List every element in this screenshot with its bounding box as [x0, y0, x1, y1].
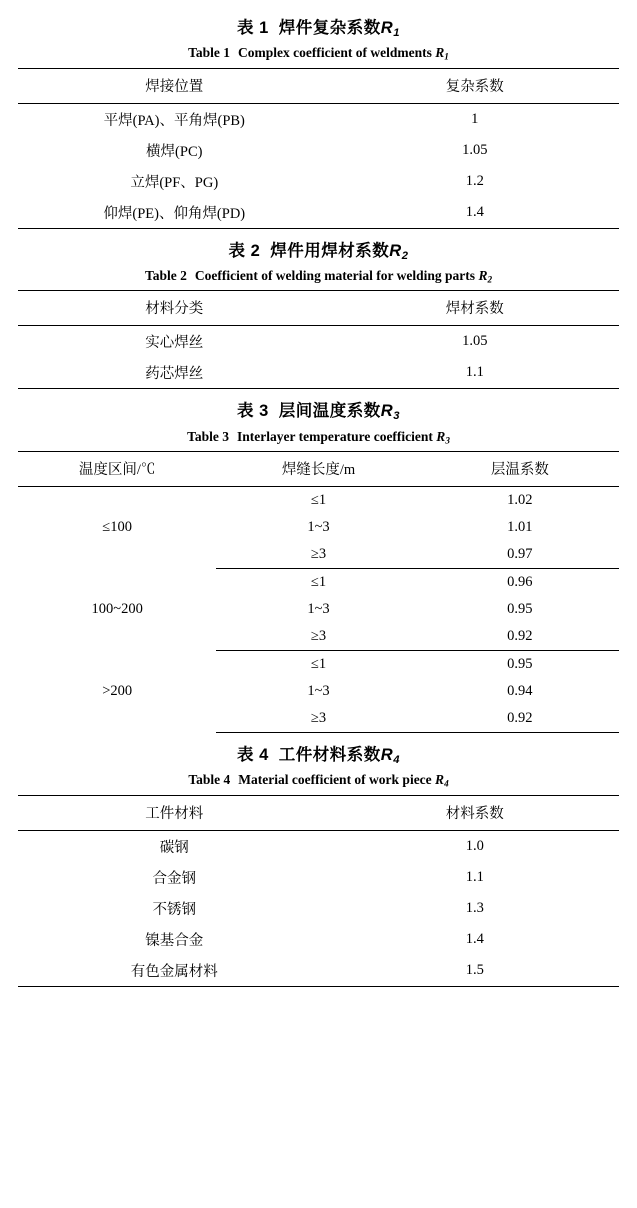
cell-coefficient: 0.94 [507, 683, 533, 700]
table-caption-cn-text-2: 焊件用焊材系数 [270, 241, 390, 260]
cell-material: 镍基合金 [145, 932, 204, 949]
table-caption-en-symbol-1: R [435, 45, 445, 61]
table-block-2 [18, 237, 619, 390]
table-caption-en-text-2: Coefficient of welding material for welding parts [194, 267, 476, 283]
table-caption-en-3 [18, 429, 619, 446]
cell-coefficient: 1.01 [507, 519, 533, 536]
column-header: 焊缝长度/m [216, 452, 420, 487]
table-row [18, 651, 619, 679]
cell-material: 不锈钢 [152, 901, 196, 918]
cell-coefficient: 1.05 [462, 333, 488, 350]
cell-coefficient: 1.0 [465, 837, 484, 854]
table-caption-en-number-1: Table 1 [188, 45, 231, 61]
cell-weld-length: 1~3 [307, 601, 330, 618]
cell-temperature-range: >200 [102, 683, 133, 700]
table-row [18, 830, 619, 862]
column-header: 温度区间/℃ [18, 452, 216, 487]
cell-material: 药芯焊丝 [18, 357, 331, 389]
table-row [18, 569, 619, 597]
table-caption-cn-3 [18, 397, 619, 422]
table-caption-cn-subscript-2: 2 [401, 249, 409, 262]
cell-material: 碳钢 [159, 839, 189, 856]
table-caption-en-subscript-4: 4 [444, 778, 449, 789]
table-caption-en-subscript-1: 1 [444, 51, 449, 62]
table-caption-en-symbol-4: R [435, 772, 445, 788]
table-caption-en-subscript-2: 2 [487, 274, 493, 285]
table-block-4 [18, 741, 619, 987]
table-caption-cn-subscript-3: 3 [393, 410, 400, 423]
table-caption-en-1 [18, 45, 619, 62]
cell-coefficient: 0.95 [507, 601, 533, 618]
table-row [18, 326, 619, 358]
data-table-1 [18, 68, 619, 229]
cell-temperature-range: ≤100 [102, 519, 133, 536]
table-caption-en-symbol-3: R [436, 428, 446, 444]
table-row [18, 166, 619, 197]
cell-weld-length: ≥3 [216, 623, 420, 651]
cell-coefficient: 1.1 [465, 868, 484, 885]
table-caption-en-text-1: Complex coefficient of weldments [238, 45, 432, 61]
table-caption-en-number-2: Table 2 [144, 267, 187, 283]
cell-weld-length: ≤1 [310, 574, 327, 591]
table-caption-en-2 [18, 268, 619, 285]
table-header-row [18, 452, 619, 487]
table-caption-cn-symbol-3: R [380, 402, 394, 421]
cell-coefficient: 0.92 [421, 705, 619, 733]
table-caption-cn-text-4: 工件材料系数 [278, 746, 381, 765]
table-caption-en-symbol-2: R [478, 267, 488, 283]
cell-position: 仰焊(PE)、仰角焊(PD) [18, 197, 331, 229]
table-row [18, 135, 619, 166]
cell-coefficient: 1.4 [331, 197, 619, 229]
table-header-row [18, 68, 619, 103]
cell-coefficient: 0.96 [507, 574, 533, 591]
table-caption-cn-symbol-4: R [380, 746, 394, 765]
data-table-2 [18, 290, 619, 389]
table-block-3 [18, 397, 619, 733]
table-caption-cn-number-1: 表 1 [237, 19, 269, 37]
table-caption-cn-text-3: 层间温度系数 [278, 402, 381, 421]
cell-weld-length: ≤1 [310, 656, 327, 673]
cell-coefficient: 0.95 [507, 656, 533, 673]
table-header-row [18, 291, 619, 326]
cell-coefficient: 0.92 [421, 623, 619, 651]
table-row [18, 924, 619, 955]
cell-coefficient: 1.05 [462, 141, 488, 158]
table-row [18, 893, 619, 924]
table-caption-cn-1 [18, 14, 619, 39]
column-header: 材料分类 [18, 291, 331, 326]
column-header: 层温系数 [421, 452, 619, 487]
cell-coefficient: 1.2 [465, 172, 484, 189]
cell-coefficient: 1 [471, 110, 479, 127]
table-row [18, 357, 619, 389]
table-block-1 [18, 14, 619, 229]
cell-weld-length: ≥3 [216, 541, 420, 569]
table-row [18, 197, 619, 229]
cell-coefficient: 1.5 [331, 955, 619, 987]
cell-weld-length: ≤1 [310, 492, 327, 509]
cell-material: 合金钢 [152, 870, 196, 887]
cell-material: 有色金属材料 [18, 955, 331, 987]
cell-position: 立焊(PF、PG) [130, 174, 219, 191]
table-caption-cn-subscript-1: 1 [393, 27, 400, 40]
table-caption-en-text-4: Material coefficient of work piece [238, 772, 432, 788]
column-header: 焊接位置 [18, 68, 331, 103]
table-row [18, 487, 619, 515]
column-header: 工件材料 [18, 795, 331, 830]
cell-coefficient: 0.97 [421, 541, 619, 569]
table-caption-en-4 [18, 772, 619, 789]
cell-coefficient: 1.02 [507, 492, 533, 509]
cell-coefficient: 1.1 [331, 357, 619, 389]
table-header-row [18, 795, 619, 830]
data-table-3 [18, 451, 619, 733]
cell-weld-length: ≥3 [216, 705, 420, 733]
cell-temperature-range: 100~200 [91, 601, 143, 618]
table-caption-cn-number-3: 表 3 [237, 402, 269, 421]
table-row [18, 103, 619, 135]
table-caption-cn-number-2: 表 2 [228, 241, 261, 260]
table-caption-en-subscript-3: 3 [445, 435, 450, 446]
column-header: 复杂系数 [331, 68, 619, 103]
table-caption-en-number-4: Table 4 [188, 772, 231, 788]
column-header: 材料系数 [331, 795, 619, 830]
table-caption-en-text-3: Interlayer temperature coefficient [237, 428, 433, 444]
table-caption-cn-4 [18, 741, 619, 766]
table-row [18, 955, 619, 987]
table-caption-cn-symbol-2: R [389, 241, 402, 260]
cell-position: 横焊(PC) [146, 143, 203, 160]
data-table-4 [18, 795, 619, 987]
cell-position: 平焊(PA)、平角焊(PB) [103, 112, 245, 129]
column-header: 焊材系数 [331, 291, 619, 326]
table-row [18, 862, 619, 893]
table-caption-cn-symbol-1: R [380, 19, 394, 37]
table-caption-cn-number-4: 表 4 [237, 746, 269, 765]
table-caption-cn-subscript-4: 4 [393, 754, 400, 767]
cell-coefficient: 1.3 [465, 899, 484, 916]
cell-weld-length: 1~3 [307, 519, 330, 536]
cell-coefficient: 1.4 [465, 930, 484, 947]
table-caption-cn-2 [18, 237, 619, 262]
table-caption-en-number-3: Table 3 [187, 428, 229, 444]
table-caption-cn-text-1: 焊件复杂系数 [278, 19, 381, 37]
cell-material: 实心焊丝 [145, 335, 204, 352]
cell-weld-length: 1~3 [307, 683, 330, 700]
